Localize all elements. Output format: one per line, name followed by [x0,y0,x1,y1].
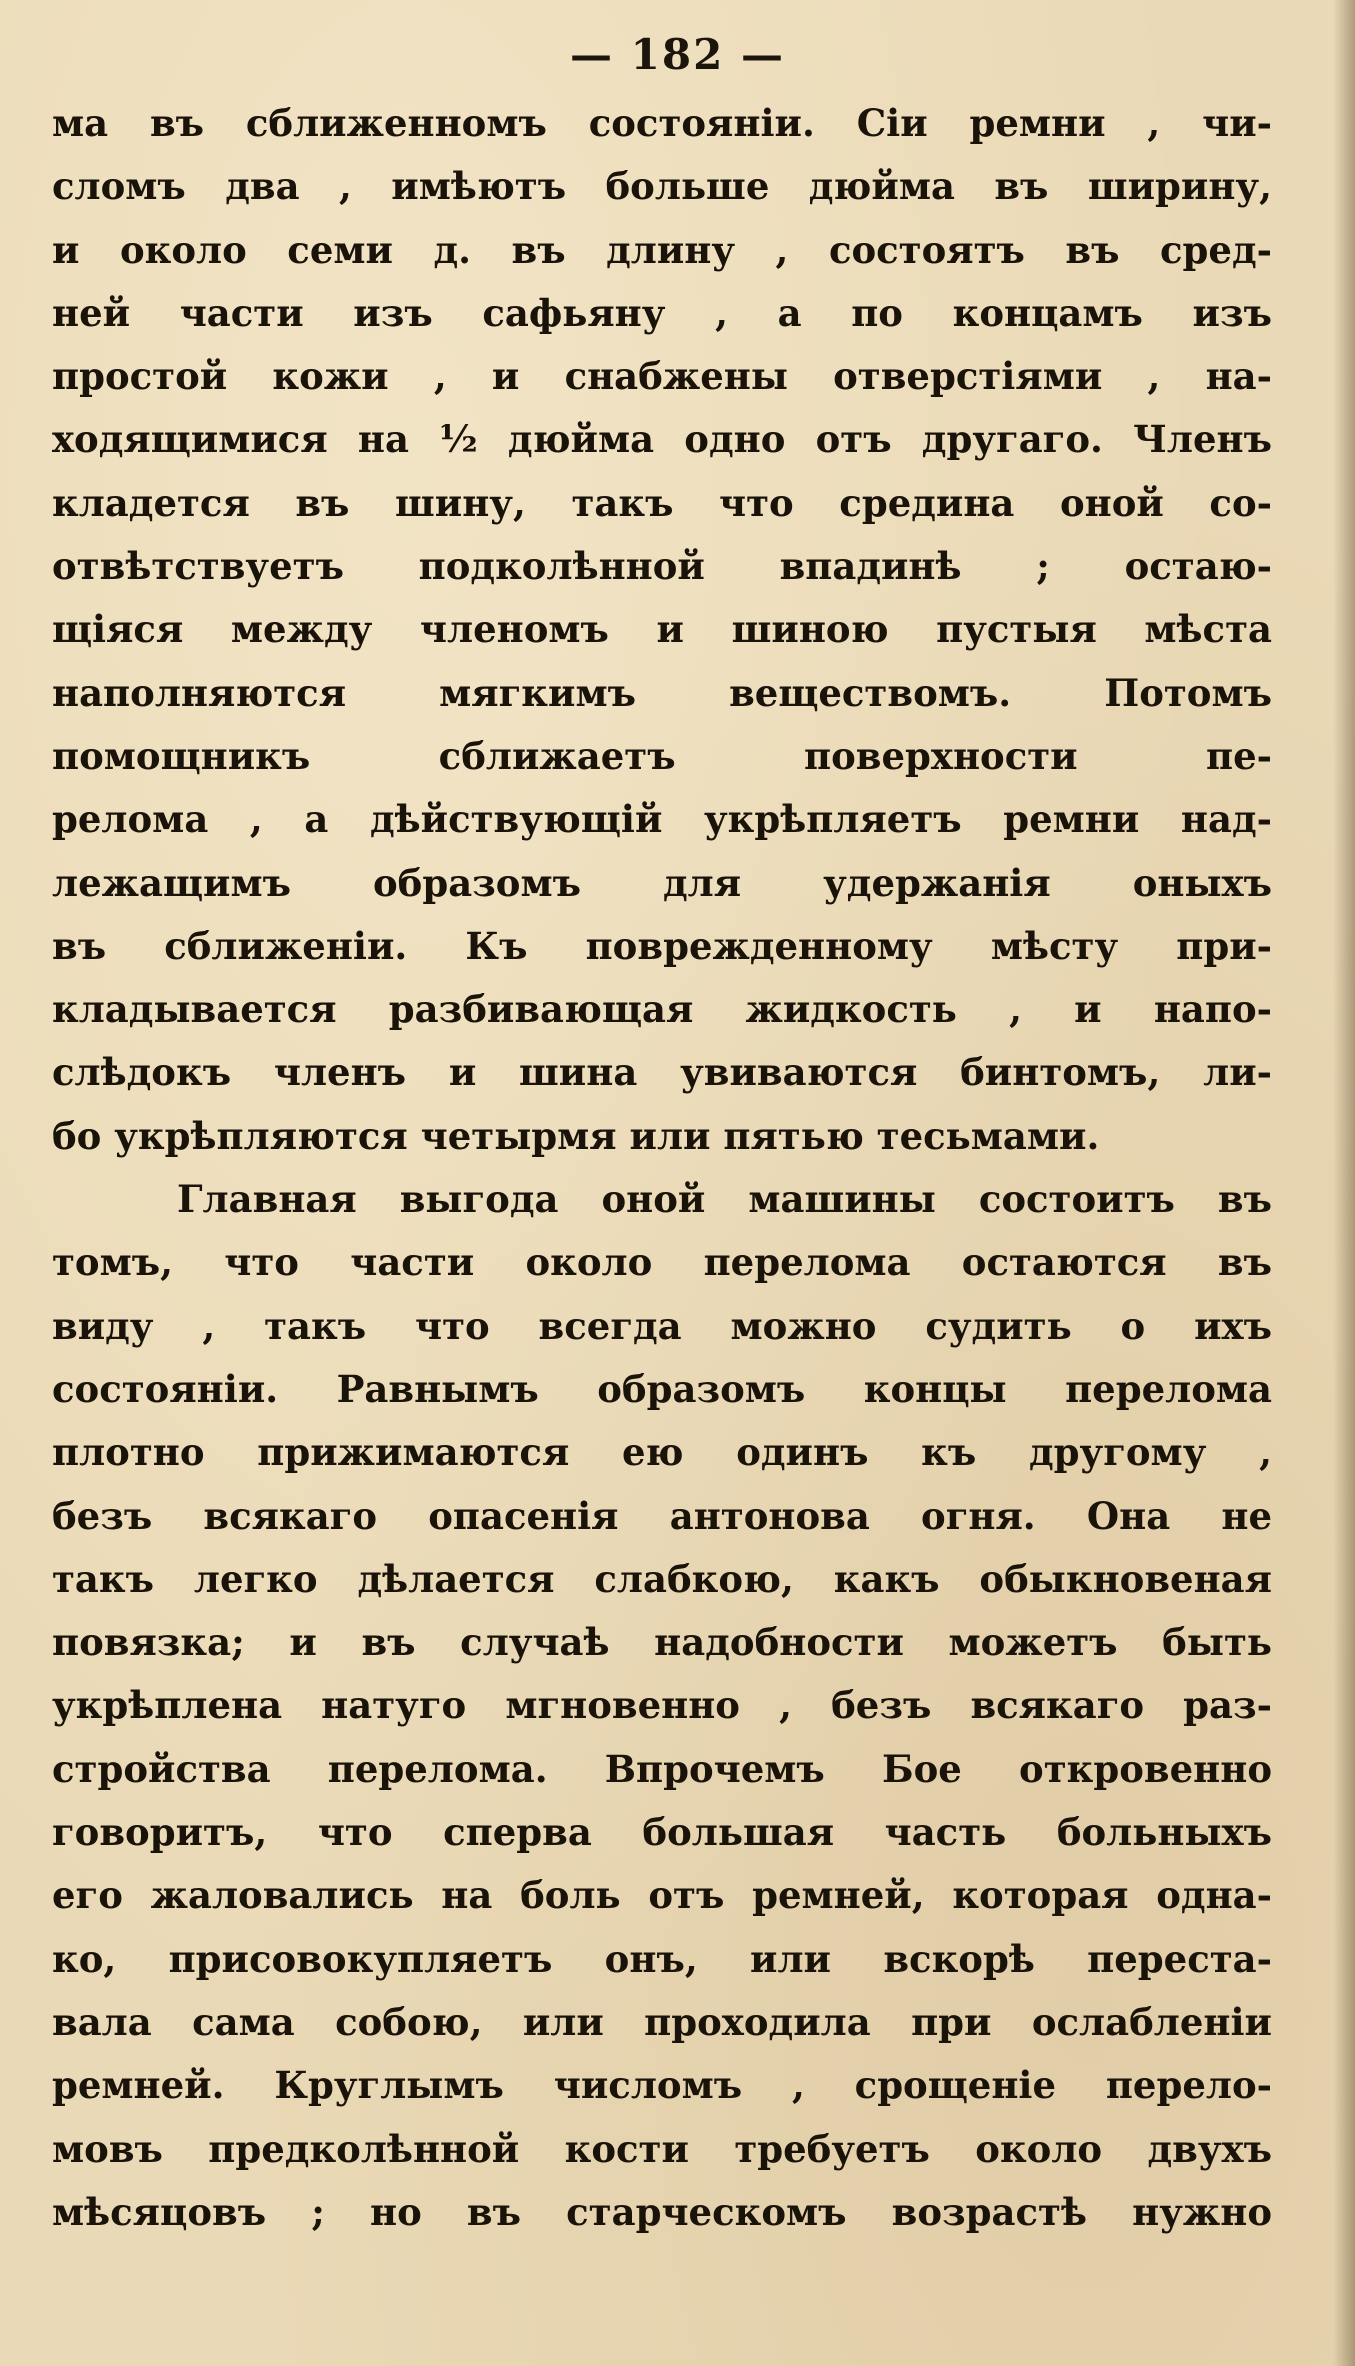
text-line: стройства перелома. Впрочемъ Бое откровенно [52,1746,1272,1791]
text-line: томъ, что части около перелома остаются въ [52,1240,1272,1285]
text-line: плотно прижимаются ею одинъ къ другому , [52,1430,1272,1475]
text-line: мовъ предколѣнной кости требуетъ около двухъ [52,2126,1272,2171]
text-line: кладется въ шину, такъ что средина оной со- [52,480,1272,525]
text-line: говоритъ, что сперва большая часть больныхъ [52,1810,1272,1855]
text-line: лежащимъ образомъ для удержанія оныхъ [52,860,1272,905]
text-line: бо укрѣпляются четырмя или пятью тесьмами. [52,1113,1100,1158]
text-line: щіяся между членомъ и шиною пустыя мѣста [52,607,1272,652]
text-line: простой кожи , и снабжены отверстіями , на- [52,354,1272,399]
page-number: — 182 — [570,30,785,79]
text-line: ма въ сближенномъ состояніи. Сіи ремни , чи- [52,101,1272,145]
text-line: отвѣтствуетъ подколѣнной впадинѣ ; остаю- [52,544,1272,589]
text-line: ней части изъ сафьяну , а по концамъ изъ [52,290,1272,335]
text-line: повязка; и въ случаѣ надобности можетъ быть [52,1620,1272,1665]
paragraph-2 [52,1168,1272,2244]
text-line: ремней. Круглымъ числомъ , срощеніе перело- [52,2063,1272,2108]
text-line: его жаловались на боль отъ ремней, которая одна- [52,1873,1272,1918]
text-line: и около семи д. въ длину , состоятъ въ сред- [52,227,1272,272]
text-line: въ сближеніи. Къ поврежденному мѣсту при- [52,923,1272,968]
text-body [52,92,1272,2244]
text-line: такъ легко дѣлается слабкою, какъ обыкновеная [52,1556,1272,1601]
text-line: сломъ два , имѣютъ больше дюйма въ ширину, [52,164,1272,209]
text-line: релома , а дѣйствующій укрѣпляетъ ремни над- [52,797,1272,842]
text-line: безъ всякаго опасенія антонова огня. Она не [52,1493,1272,1538]
text-line: мѣсяцовъ ; но въ старческомъ возрастѣ нужно [52,2189,1272,2234]
text-line: состояніи. Равнымъ образомъ концы перелома [52,1366,1272,1411]
text-line: наполняются мягкимъ веществомъ. Потомъ [52,670,1272,715]
text-line: виду , такъ что всегда можно судить о ихъ [52,1303,1272,1348]
text-line: ко, присовокупляетъ онъ, или вскорѣ переста- [52,1936,1272,1981]
paragraph-1 [52,92,1272,1168]
text-line: вала сама собою, или проходила при ослабленіи [52,1999,1272,2044]
text-line: помощникъ сближаетъ поверхности пе- [52,733,1272,778]
text-line: кладывается разбивающая жидкость , и напо- [52,987,1272,1032]
text-line: Главная выгода оной машины состоитъ въ [177,1177,1272,1222]
text-line: слѣдокъ членъ и шина увиваются бинтомъ, ли- [52,1050,1272,1095]
text-line: укрѣплена натуго мгновенно , безъ всякаго раз- [52,1683,1272,1728]
text-line: ходящимися на ½ дюйма одно отъ другаго. Членъ [52,417,1272,462]
page-edge-shadow [1333,0,1355,2366]
